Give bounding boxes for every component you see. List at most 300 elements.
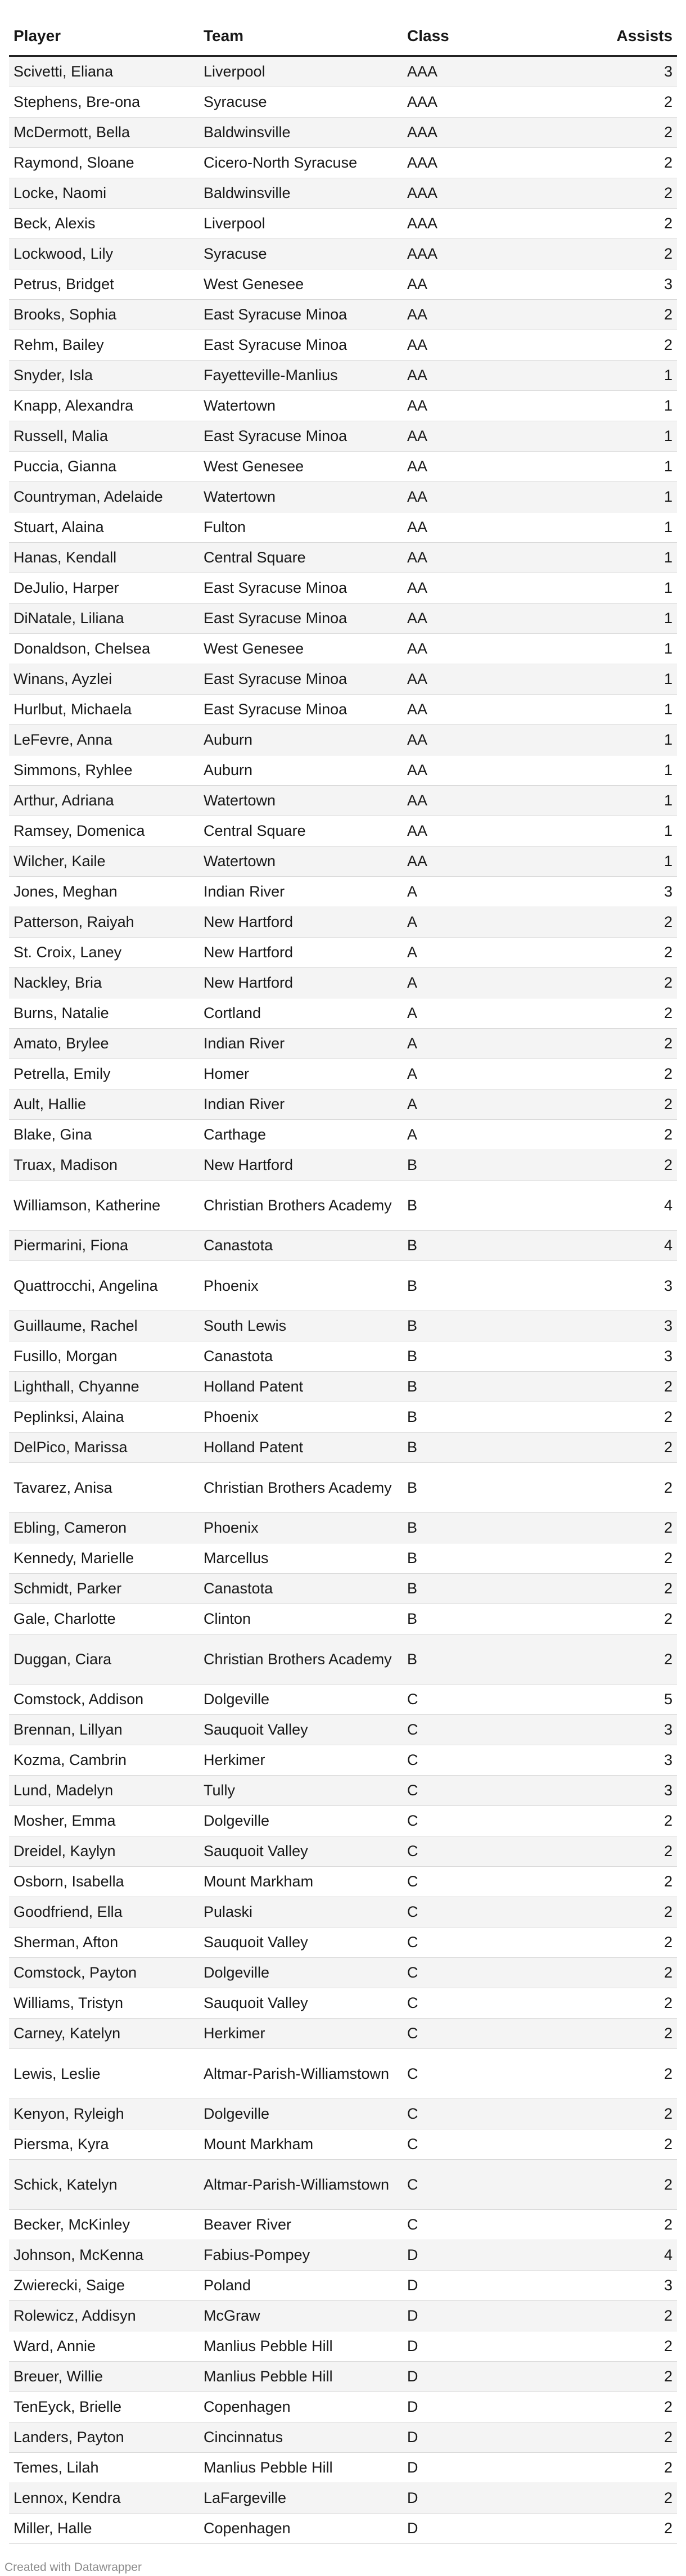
- cell-class: D: [403, 2271, 571, 2301]
- cell-class: AAA: [403, 148, 571, 178]
- table-row: [9, 1958, 677, 1988]
- table-row: [9, 1150, 677, 1181]
- cell-player: DiNatale, Liliana: [9, 604, 199, 634]
- table-row: [9, 543, 677, 573]
- cell-player: LeFevre, Anna: [9, 725, 199, 755]
- table-row: [9, 2514, 677, 2544]
- cell-team: Baldwinsville: [199, 118, 403, 148]
- cell-class: AA: [403, 634, 571, 664]
- cell-assists: 2: [571, 1543, 677, 1574]
- cell-class: AA: [403, 816, 571, 846]
- cell-team: Homer: [199, 1059, 403, 1089]
- cell-class: C: [403, 1806, 571, 1836]
- cell-assists: 2: [571, 1634, 677, 1685]
- table-row: [9, 1836, 677, 1867]
- cell-player: Temes, Lilah: [9, 2453, 199, 2483]
- table-row: [9, 846, 677, 877]
- cell-team: East Syracuse Minoa: [199, 573, 403, 604]
- cell-team: Dolgeville: [199, 1685, 403, 1715]
- table-row: [9, 512, 677, 543]
- cell-class: AA: [403, 664, 571, 695]
- table-row: [9, 148, 677, 178]
- table-row: [9, 118, 677, 148]
- cell-team: Manlius Pebble Hill: [199, 2453, 403, 2483]
- cell-class: AA: [403, 269, 571, 300]
- cell-assists: 2: [571, 1958, 677, 1988]
- cell-assists: 2: [571, 2099, 677, 2129]
- cell-class: AAA: [403, 56, 571, 87]
- cell-class: B: [403, 1341, 571, 1372]
- cell-class: AA: [403, 330, 571, 361]
- table-row: [9, 239, 677, 269]
- cell-team: Fayetteville-Manlius: [199, 361, 403, 391]
- table-row: [9, 1120, 677, 1150]
- cell-team: West Genesee: [199, 634, 403, 664]
- cell-player: Jones, Meghan: [9, 877, 199, 907]
- cell-assists: 1: [571, 391, 677, 421]
- cell-player: Snyder, Isla: [9, 361, 199, 391]
- cell-class: B: [403, 1513, 571, 1543]
- cell-team: Altmar-Parish-Williamstown: [199, 2049, 403, 2099]
- cell-team: Canastota: [199, 1231, 403, 1261]
- cell-assists: 1: [571, 725, 677, 755]
- cell-team: Sauquoit Valley: [199, 1836, 403, 1867]
- cell-team: Cortland: [199, 998, 403, 1029]
- cell-assists: 2: [571, 1463, 677, 1513]
- table-row: [9, 1402, 677, 1433]
- cell-assists: 2: [571, 2422, 677, 2453]
- cell-player: Stephens, Bre-ona: [9, 87, 199, 118]
- cell-team: Indian River: [199, 877, 403, 907]
- cell-player: St. Croix, Laney: [9, 938, 199, 968]
- cell-team: Mount Markham: [199, 1867, 403, 1897]
- table-row: [9, 1776, 677, 1806]
- table-row: [9, 56, 677, 87]
- cell-class: AAA: [403, 178, 571, 209]
- cell-class: AA: [403, 421, 571, 452]
- cell-class: C: [403, 1867, 571, 1897]
- cell-assists: 2: [571, 2301, 677, 2331]
- cell-class: AAA: [403, 87, 571, 118]
- cell-class: A: [403, 938, 571, 968]
- cell-player: Quattrocchi, Angelina: [9, 1261, 199, 1311]
- cell-player: Brennan, Lillyan: [9, 1715, 199, 1745]
- cell-team: East Syracuse Minoa: [199, 695, 403, 725]
- cell-player: Miller, Halle: [9, 2514, 199, 2544]
- table-row: [9, 1928, 677, 1958]
- cell-assists: 1: [571, 786, 677, 816]
- table-row: [9, 1261, 677, 1311]
- cell-assists: 1: [571, 755, 677, 786]
- cell-team: Auburn: [199, 755, 403, 786]
- cell-assists: 1: [571, 452, 677, 482]
- cell-class: D: [403, 2422, 571, 2453]
- cell-class: C: [403, 2099, 571, 2129]
- cell-assists: 2: [571, 2331, 677, 2362]
- table-row: [9, 1988, 677, 2019]
- cell-class: C: [403, 1745, 571, 1776]
- cell-class: AA: [403, 846, 571, 877]
- cell-team: Sauquoit Valley: [199, 1928, 403, 1958]
- cell-class: C: [403, 1958, 571, 1988]
- cell-player: Zwierecki, Saige: [9, 2271, 199, 2301]
- column-header-class[interactable]: Class: [403, 17, 571, 56]
- cell-player: Ramsey, Domenica: [9, 816, 199, 846]
- cell-class: C: [403, 1897, 571, 1928]
- cell-class: B: [403, 1574, 571, 1604]
- table-row: [9, 361, 677, 391]
- cell-team: West Genesee: [199, 452, 403, 482]
- table-row: [9, 877, 677, 907]
- cell-player: DelPico, Marissa: [9, 1433, 199, 1463]
- table-row: [9, 1574, 677, 1604]
- cell-class: AA: [403, 482, 571, 512]
- cell-class: C: [403, 1988, 571, 2019]
- cell-team: Liverpool: [199, 56, 403, 87]
- cell-class: AA: [403, 695, 571, 725]
- cell-team: West Genesee: [199, 269, 403, 300]
- table-row: [9, 2160, 677, 2210]
- table-row: [9, 2099, 677, 2129]
- cell-class: A: [403, 1029, 571, 1059]
- cell-class: B: [403, 1402, 571, 1433]
- cell-class: AA: [403, 543, 571, 573]
- table-row: [9, 178, 677, 209]
- cell-assists: 2: [571, 118, 677, 148]
- cell-player: McDermott, Bella: [9, 118, 199, 148]
- cell-assists: 3: [571, 1776, 677, 1806]
- cell-player: Williamson, Katherine: [9, 1181, 199, 1231]
- cell-team: McGraw: [199, 2301, 403, 2331]
- table-row: [9, 695, 677, 725]
- cell-assists: 2: [571, 1806, 677, 1836]
- cell-class: AA: [403, 573, 571, 604]
- cell-player: Lewis, Leslie: [9, 2049, 199, 2099]
- cell-class: AA: [403, 300, 571, 330]
- table-row: [9, 1089, 677, 1120]
- cell-assists: 2: [571, 178, 677, 209]
- table-row: [9, 2483, 677, 2514]
- cell-class: C: [403, 1715, 571, 1745]
- cell-player: Russell, Malia: [9, 421, 199, 452]
- cell-player: Kennedy, Marielle: [9, 1543, 199, 1574]
- table-row: [9, 2301, 677, 2331]
- cell-team: Phoenix: [199, 1261, 403, 1311]
- cell-team: Phoenix: [199, 1402, 403, 1433]
- cell-player: Kozma, Cambrin: [9, 1745, 199, 1776]
- table-row: [9, 725, 677, 755]
- cell-team: East Syracuse Minoa: [199, 421, 403, 452]
- cell-class: B: [403, 1231, 571, 1261]
- cell-team: East Syracuse Minoa: [199, 664, 403, 695]
- column-header-player[interactable]: Player: [9, 17, 199, 56]
- cell-assists: 5: [571, 1685, 677, 1715]
- table-row: [9, 2271, 677, 2301]
- table-row: [9, 664, 677, 695]
- cell-player: Williams, Tristyn: [9, 1988, 199, 2019]
- cell-team: New Hartford: [199, 968, 403, 998]
- cell-class: B: [403, 1311, 571, 1341]
- cell-class: B: [403, 1543, 571, 1574]
- cell-class: D: [403, 2362, 571, 2392]
- cell-assists: 2: [571, 1372, 677, 1402]
- table-row: [9, 2392, 677, 2422]
- cell-assists: 2: [571, 968, 677, 998]
- cell-player: Schmidt, Parker: [9, 1574, 199, 1604]
- cell-player: Gale, Charlotte: [9, 1604, 199, 1634]
- table-row: [9, 1634, 677, 1685]
- cell-class: C: [403, 1776, 571, 1806]
- cell-player: Comstock, Addison: [9, 1685, 199, 1715]
- cell-team: Dolgeville: [199, 1958, 403, 1988]
- cell-team: Indian River: [199, 1089, 403, 1120]
- cell-player: Schick, Katelyn: [9, 2160, 199, 2210]
- cell-class: AA: [403, 786, 571, 816]
- cell-player: Lockwood, Lily: [9, 239, 199, 269]
- cell-class: A: [403, 998, 571, 1029]
- cell-class: D: [403, 2331, 571, 2362]
- cell-assists: 1: [571, 664, 677, 695]
- cell-class: A: [403, 1089, 571, 1120]
- cell-assists: 2: [571, 938, 677, 968]
- table-row: [9, 938, 677, 968]
- cell-class: D: [403, 2453, 571, 2483]
- table-row: [9, 1715, 677, 1745]
- cell-player: Wilcher, Kaile: [9, 846, 199, 877]
- table-row: [9, 1231, 677, 1261]
- cell-team: New Hartford: [199, 1150, 403, 1181]
- cell-class: C: [403, 2129, 571, 2160]
- cell-team: Sauquoit Valley: [199, 1988, 403, 2019]
- cell-class: C: [403, 1685, 571, 1715]
- table-row: [9, 2331, 677, 2362]
- table-row: [9, 1311, 677, 1341]
- cell-team: Holland Patent: [199, 1433, 403, 1463]
- cell-team: Watertown: [199, 786, 403, 816]
- cell-player: Peplinksi, Alaina: [9, 1402, 199, 1433]
- cell-team: Pulaski: [199, 1897, 403, 1928]
- table-row: [9, 968, 677, 998]
- cell-team: Watertown: [199, 391, 403, 421]
- table-row: [9, 755, 677, 786]
- cell-assists: 2: [571, 907, 677, 938]
- cell-team: Tully: [199, 1776, 403, 1806]
- cell-player: Raymond, Sloane: [9, 148, 199, 178]
- table-row: [9, 2240, 677, 2271]
- cell-class: C: [403, 1836, 571, 1867]
- table-row: [9, 2019, 677, 2049]
- table-row: [9, 1745, 677, 1776]
- cell-team: Herkimer: [199, 1745, 403, 1776]
- cell-team: Christian Brothers Academy: [199, 1181, 403, 1231]
- cell-assists: 2: [571, 1089, 677, 1120]
- cell-class: AAA: [403, 209, 571, 239]
- cell-assists: 2: [571, 1988, 677, 2019]
- cell-team: LaFargeville: [199, 2483, 403, 2514]
- cell-class: B: [403, 1463, 571, 1513]
- cell-assists: 1: [571, 482, 677, 512]
- cell-assists: 2: [571, 2160, 677, 2210]
- cell-team: East Syracuse Minoa: [199, 330, 403, 361]
- cell-player: Ault, Hallie: [9, 1089, 199, 1120]
- table-row: [9, 816, 677, 846]
- cell-assists: 2: [571, 1836, 677, 1867]
- cell-team: Watertown: [199, 482, 403, 512]
- cell-player: Comstock, Payton: [9, 1958, 199, 1988]
- table-row: [9, 1341, 677, 1372]
- table-row: [9, 1867, 677, 1897]
- table-row: [9, 1463, 677, 1513]
- table-row: [9, 1897, 677, 1928]
- cell-class: AA: [403, 391, 571, 421]
- cell-player: Carney, Katelyn: [9, 2019, 199, 2049]
- cell-class: A: [403, 1059, 571, 1089]
- cell-team: Baldwinsville: [199, 178, 403, 209]
- cell-team: Phoenix: [199, 1513, 403, 1543]
- cell-player: Osborn, Isabella: [9, 1867, 199, 1897]
- cell-assists: 3: [571, 1261, 677, 1311]
- cell-player: Lennox, Kendra: [9, 2483, 199, 2514]
- cell-class: A: [403, 968, 571, 998]
- column-header-team[interactable]: Team: [199, 17, 403, 56]
- cell-assists: 2: [571, 2210, 677, 2240]
- cell-team: New Hartford: [199, 938, 403, 968]
- table-row: [9, 391, 677, 421]
- cell-team: Copenhagen: [199, 2514, 403, 2544]
- cell-team: Cicero-North Syracuse: [199, 148, 403, 178]
- cell-player: Hanas, Kendall: [9, 543, 199, 573]
- cell-player: DeJulio, Harper: [9, 573, 199, 604]
- cell-assists: 1: [571, 361, 677, 391]
- cell-assists: 1: [571, 634, 677, 664]
- table-row: [9, 209, 677, 239]
- table-row: [9, 1685, 677, 1715]
- cell-player: Simmons, Ryhlee: [9, 755, 199, 786]
- table-row: [9, 573, 677, 604]
- cell-player: Amato, Brylee: [9, 1029, 199, 1059]
- cell-assists: 1: [571, 846, 677, 877]
- table-row: [9, 330, 677, 361]
- cell-assists: 2: [571, 2453, 677, 2483]
- cell-assists: 3: [571, 269, 677, 300]
- cell-team: East Syracuse Minoa: [199, 300, 403, 330]
- cell-assists: 3: [571, 1715, 677, 1745]
- table-body: [9, 56, 677, 2544]
- cell-class: C: [403, 2210, 571, 2240]
- cell-assists: 2: [571, 2049, 677, 2099]
- cell-player: Goodfriend, Ella: [9, 1897, 199, 1928]
- column-header-assists[interactable]: Assists: [571, 17, 677, 56]
- cell-class: B: [403, 1604, 571, 1634]
- table-row: [9, 1513, 677, 1543]
- cell-assists: 3: [571, 1311, 677, 1341]
- cell-class: AA: [403, 452, 571, 482]
- table-row: [9, 2422, 677, 2453]
- cell-assists: 2: [571, 2483, 677, 2514]
- cell-assists: 2: [571, 1574, 677, 1604]
- cell-class: B: [403, 1372, 571, 1402]
- cell-class: B: [403, 1433, 571, 1463]
- cell-player: Ward, Annie: [9, 2331, 199, 2362]
- assists-table: [9, 17, 677, 2544]
- cell-team: Dolgeville: [199, 1806, 403, 1836]
- cell-player: TenEyck, Brielle: [9, 2392, 199, 2422]
- cell-team: Indian River: [199, 1029, 403, 1059]
- cell-player: Stuart, Alaina: [9, 512, 199, 543]
- cell-player: Knapp, Alexandra: [9, 391, 199, 421]
- cell-assists: 1: [571, 604, 677, 634]
- table-row: [9, 269, 677, 300]
- table-row: [9, 2210, 677, 2240]
- cell-player: Rehm, Bailey: [9, 330, 199, 361]
- cell-team: Marcellus: [199, 1543, 403, 1574]
- cell-assists: 1: [571, 421, 677, 452]
- cell-class: C: [403, 2160, 571, 2210]
- cell-class: A: [403, 877, 571, 907]
- cell-assists: 2: [571, 1150, 677, 1181]
- cell-team: Syracuse: [199, 239, 403, 269]
- table-row: [9, 1372, 677, 1402]
- cell-assists: 4: [571, 1231, 677, 1261]
- cell-class: D: [403, 2514, 571, 2544]
- cell-team: Holland Patent: [199, 1372, 403, 1402]
- cell-player: Fusillo, Morgan: [9, 1341, 199, 1372]
- cell-class: D: [403, 2392, 571, 2422]
- cell-class: A: [403, 1120, 571, 1150]
- cell-player: Scivetti, Eliana: [9, 56, 199, 87]
- cell-player: Petrella, Emily: [9, 1059, 199, 1089]
- cell-assists: 4: [571, 2240, 677, 2271]
- cell-assists: 2: [571, 209, 677, 239]
- table-row: [9, 421, 677, 452]
- cell-team: Carthage: [199, 1120, 403, 1150]
- cell-class: C: [403, 1928, 571, 1958]
- cell-assists: 3: [571, 56, 677, 87]
- cell-player: Puccia, Gianna: [9, 452, 199, 482]
- table-row: [9, 1181, 677, 1231]
- cell-player: Johnson, McKenna: [9, 2240, 199, 2271]
- cell-team: Copenhagen: [199, 2392, 403, 2422]
- table-row: [9, 87, 677, 118]
- cell-assists: 2: [571, 2129, 677, 2160]
- cell-team: Poland: [199, 2271, 403, 2301]
- cell-player: Winans, Ayzlei: [9, 664, 199, 695]
- cell-assists: 2: [571, 1928, 677, 1958]
- cell-team: New Hartford: [199, 907, 403, 938]
- cell-player: Landers, Payton: [9, 2422, 199, 2453]
- cell-player: Lighthall, Chyanne: [9, 1372, 199, 1402]
- table-row: [9, 998, 677, 1029]
- cell-assists: 3: [571, 2271, 677, 2301]
- cell-player: Blake, Gina: [9, 1120, 199, 1150]
- cell-player: Brooks, Sophia: [9, 300, 199, 330]
- cell-class: B: [403, 1150, 571, 1181]
- table-row: [9, 907, 677, 938]
- cell-player: Piersma, Kyra: [9, 2129, 199, 2160]
- cell-class: B: [403, 1261, 571, 1311]
- table-row: [9, 1543, 677, 1574]
- cell-team: Beaver River: [199, 2210, 403, 2240]
- cell-assists: 1: [571, 816, 677, 846]
- cell-class: B: [403, 1181, 571, 1231]
- cell-class: AA: [403, 512, 571, 543]
- cell-class: B: [403, 1634, 571, 1685]
- cell-assists: 2: [571, 2362, 677, 2392]
- cell-class: AA: [403, 755, 571, 786]
- cell-assists: 3: [571, 877, 677, 907]
- table-row: [9, 1806, 677, 1836]
- cell-team: Watertown: [199, 846, 403, 877]
